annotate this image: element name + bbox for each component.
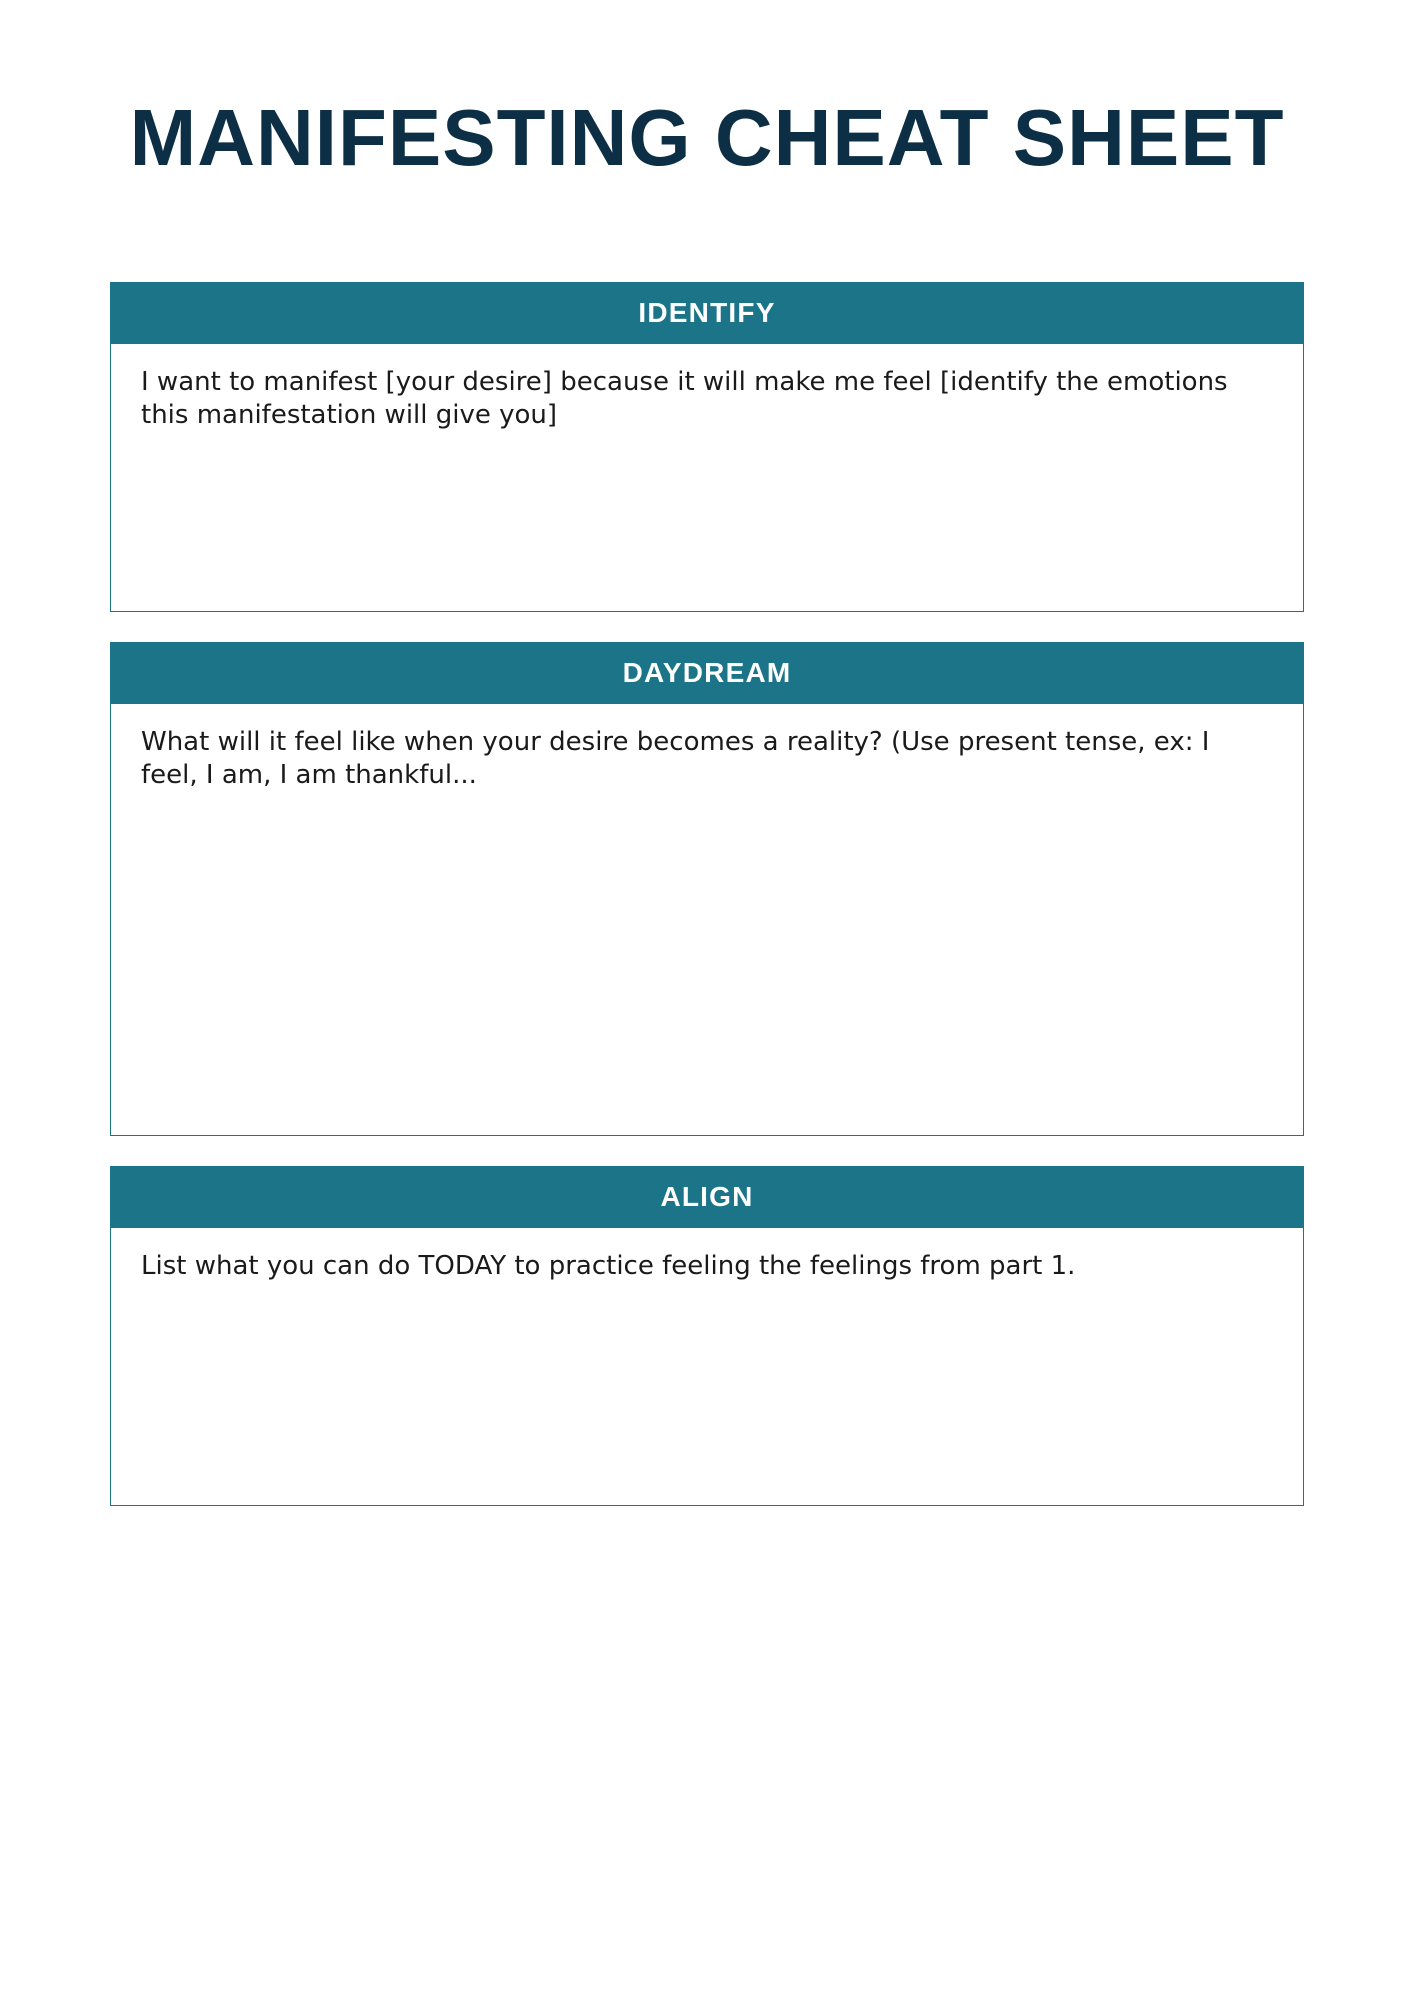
section-prompt-identify: I want to manifest [your desire] because it will make me feel [identify the emotions this manifestation will give you]	[141, 367, 1236, 431]
section-header-daydream: DAYDREAM	[110, 642, 1304, 704]
section-header-align: ALIGN	[110, 1166, 1304, 1228]
section-align	[110, 1166, 1304, 1506]
section-body-daydream[interactable]	[110, 704, 1304, 1136]
section-prompt-align: List what you can do TODAY to practice feeling the feelings from part 1.	[141, 1251, 1076, 1281]
section-body-align[interactable]	[110, 1228, 1304, 1506]
section-daydream	[110, 642, 1304, 1136]
section-body-identify[interactable]	[110, 344, 1304, 612]
sections-container	[0, 282, 1414, 1506]
section-header-identify: IDENTIFY	[110, 282, 1304, 344]
section-identify	[110, 282, 1304, 612]
section-prompt-daydream: What will it feel like when your desire becomes a reality? (Use present tense, ex: I feel, I am, I am thankful...	[141, 727, 1218, 791]
page-title: MANIFESTING CHEAT SHEET	[129, 93, 1285, 182]
